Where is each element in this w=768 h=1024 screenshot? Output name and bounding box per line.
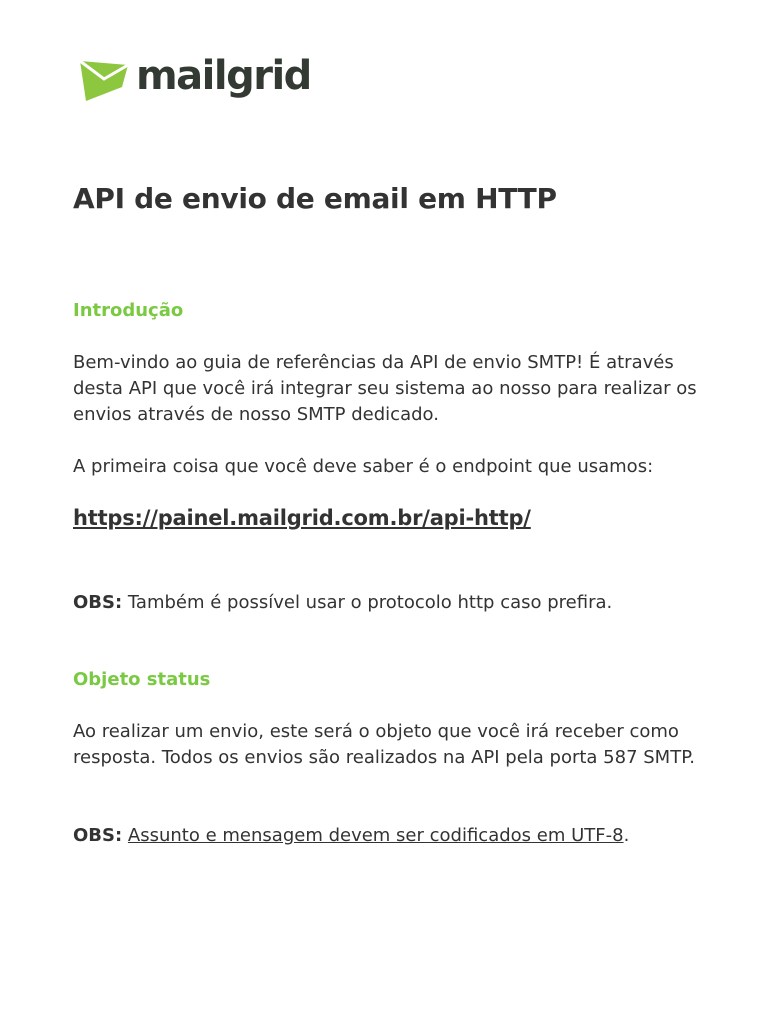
intro-paragraph: Bem-vindo ao guia de referências da API de envio SMTP! É através desta API que você irá integrar seu sistema ao nosso para realizar os envios através de nosso SMTP dedicado. (73, 352, 697, 425)
section-heading-objeto-status: Objeto status (73, 669, 211, 690)
brand-name: mailgrid (136, 53, 311, 99)
encoding-note-link[interactable]: Assunto e mensagem devem ser codificados em UTF-8 (127, 825, 624, 846)
obs-note-encoding (73, 823, 703, 849)
endpoint-link[interactable]: https://painel.mailgrid.com.br/api-http/ (73, 506, 531, 530)
obs-note-protocol (73, 590, 703, 616)
endpoint-intro-paragraph: A primeira coisa que você deve saber é o endpoint que usamos: (73, 456, 654, 477)
status-paragraph: Ao realizar um envio, este será o objeto que você irá receber como resposta. Todos os envios são realizados na API pela porta 587 SMTP. (73, 721, 695, 768)
obs-period: . (623, 825, 630, 846)
obs-text: Também é possível usar o protocolo http caso prefira. (122, 592, 613, 613)
section-heading-introducao: Introdução (73, 300, 184, 321)
obs-label: OBS: (73, 825, 123, 846)
envelope-icon (78, 57, 130, 101)
obs-label: OBS: (73, 592, 123, 613)
page-title: API de envio de email em HTTP (73, 182, 557, 215)
brand-logo (78, 54, 311, 104)
